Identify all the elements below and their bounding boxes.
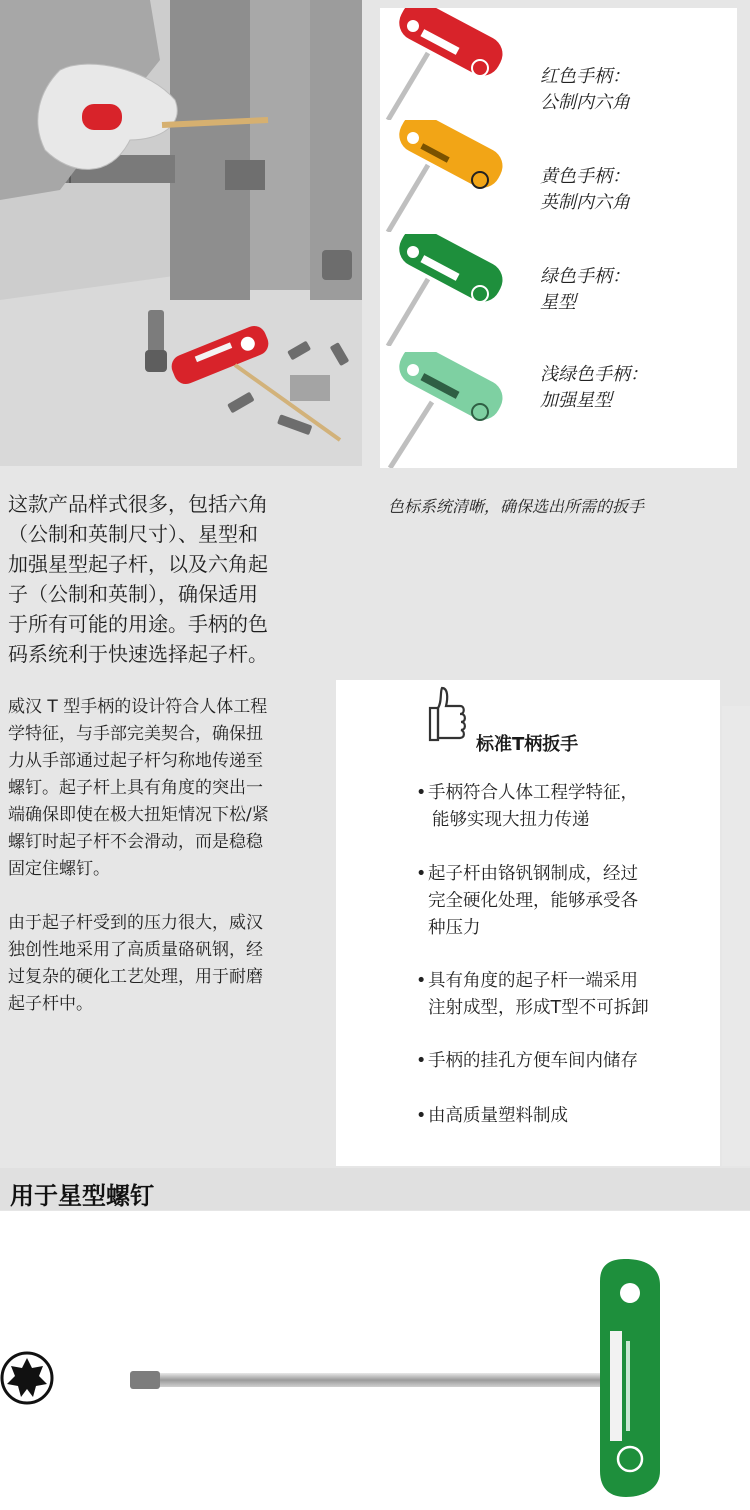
legend-item-green-title: 绿色手柄： <box>540 266 630 287</box>
intro-line: 这款产品样式很多，包括六角 <box>8 492 268 516</box>
legend-item-light-green-title: 浅绿色手柄： <box>540 364 648 385</box>
legend-caption: 色标系统清晰，确保选出所需的扳手 <box>388 497 645 516</box>
feature-bullet <box>416 1103 708 1130</box>
feature-line: 注射成型，形成T型不可拆卸 <box>428 998 649 1018</box>
body-line: 威汉 T 型手柄的设计符合人体工程 <box>8 697 268 717</box>
bullet-dot: • <box>416 783 427 803</box>
feature-line: 由高质量塑料制成 <box>428 1106 568 1126</box>
intro-line: 加强星型起子杆，以及六角起 <box>8 552 268 576</box>
intro-line: 子（公制和英制），确保适用 <box>8 582 258 606</box>
green-handle-image <box>380 234 520 346</box>
section-title: 用于星型螺钉 <box>10 1182 154 1210</box>
feature-line: 种压力 <box>428 918 481 938</box>
bullet-dot: • <box>416 1106 427 1126</box>
body-line: 力从手部通过起子杆匀称地传递至 <box>8 751 263 771</box>
wrench-illustration <box>130 1251 670 1501</box>
body-line: 学特征，与手部完美契合，确保扭 <box>8 724 263 744</box>
feature-bullet <box>416 968 708 1022</box>
legend-item-red-title: 红色手柄： <box>540 66 630 87</box>
feature-line: 具有角度的起子杆一端采用 <box>428 971 638 991</box>
features-box <box>336 680 720 1166</box>
red-handle-icon <box>380 8 520 120</box>
bullet-dot: • <box>416 1051 427 1071</box>
color-legend-panel <box>380 8 737 468</box>
feature-bullet <box>416 861 708 942</box>
green-t-handle-wrench <box>130 1251 670 1501</box>
intro-line: （公制和英制尺寸）、星型和 <box>8 522 258 546</box>
torx-star-icon <box>0 1351 54 1405</box>
body-line: 螺钉。起子杆上具有角度的突出一 <box>8 778 263 798</box>
legend-item-yellow-desc: 英制内六角 <box>540 192 630 213</box>
feature-line: 能够实现大扭力传递 <box>432 810 590 830</box>
legend-item-green-desc: 星型 <box>540 292 576 313</box>
bullet-dot: • <box>416 864 427 884</box>
green-handle-icon <box>380 234 520 346</box>
description-paragraph-1 <box>8 694 328 883</box>
thumbs-up-icon <box>428 684 468 750</box>
features-title: 标准T柄扳手 <box>476 734 579 755</box>
description-paragraph-2 <box>8 910 328 1018</box>
legend-item-red-desc: 公制内六角 <box>540 92 630 113</box>
red-handle-image <box>380 8 520 120</box>
usage-photo-illustration <box>0 0 362 466</box>
light-green-handle-icon <box>380 352 520 468</box>
feature-line: 手柄的挂孔方便车间内储存 <box>428 1051 638 1071</box>
body-line: 起子杆中。 <box>8 994 93 1014</box>
body-line: 固定住螺钉。 <box>8 859 110 879</box>
feature-line: 手柄符合人体工程学特征， <box>428 783 638 803</box>
feature-line: 完全硬化处理，能够承受各 <box>428 891 638 911</box>
legend-item-green <box>540 264 630 316</box>
body-line: 螺钉时起子杆不会滑动，而是稳稳 <box>8 832 263 852</box>
body-line: 过复杂的硬化工艺处理，用于耐磨 <box>8 967 263 987</box>
body-line: 由于起子杆受到的压力很大，威汉 <box>8 913 263 933</box>
body-line: 端确保即使在极大扭矩情况下松/紧 <box>8 805 269 825</box>
intro-paragraph <box>8 489 328 669</box>
side-strip <box>722 706 750 1166</box>
legend-item-light-green-desc: 加强星型 <box>540 390 612 411</box>
yellow-handle-image <box>380 120 520 232</box>
feature-bullet <box>416 1048 708 1075</box>
feature-bullet <box>416 780 708 834</box>
legend-item-red <box>540 64 630 116</box>
light-green-handle-image <box>380 352 520 468</box>
product-image-area <box>0 1211 750 1510</box>
yellow-handle-icon <box>380 120 520 232</box>
feature-line: 起子杆由铬钒钢制成，经过 <box>428 864 638 884</box>
legend-item-yellow-title: 黄色手柄： <box>540 166 630 187</box>
legend-item-yellow <box>540 164 630 216</box>
body-line: 独创性地采用了高质量硌矾钢，经 <box>8 940 263 960</box>
intro-line: 于所有可能的用途。手柄的色 <box>8 612 268 636</box>
legend-item-light-green <box>540 362 648 414</box>
description-body <box>8 694 328 1018</box>
usage-photo <box>0 0 362 466</box>
intro-line: 码系统利于快速选择起子杆。 <box>8 642 268 666</box>
bullet-dot: • <box>416 971 427 991</box>
